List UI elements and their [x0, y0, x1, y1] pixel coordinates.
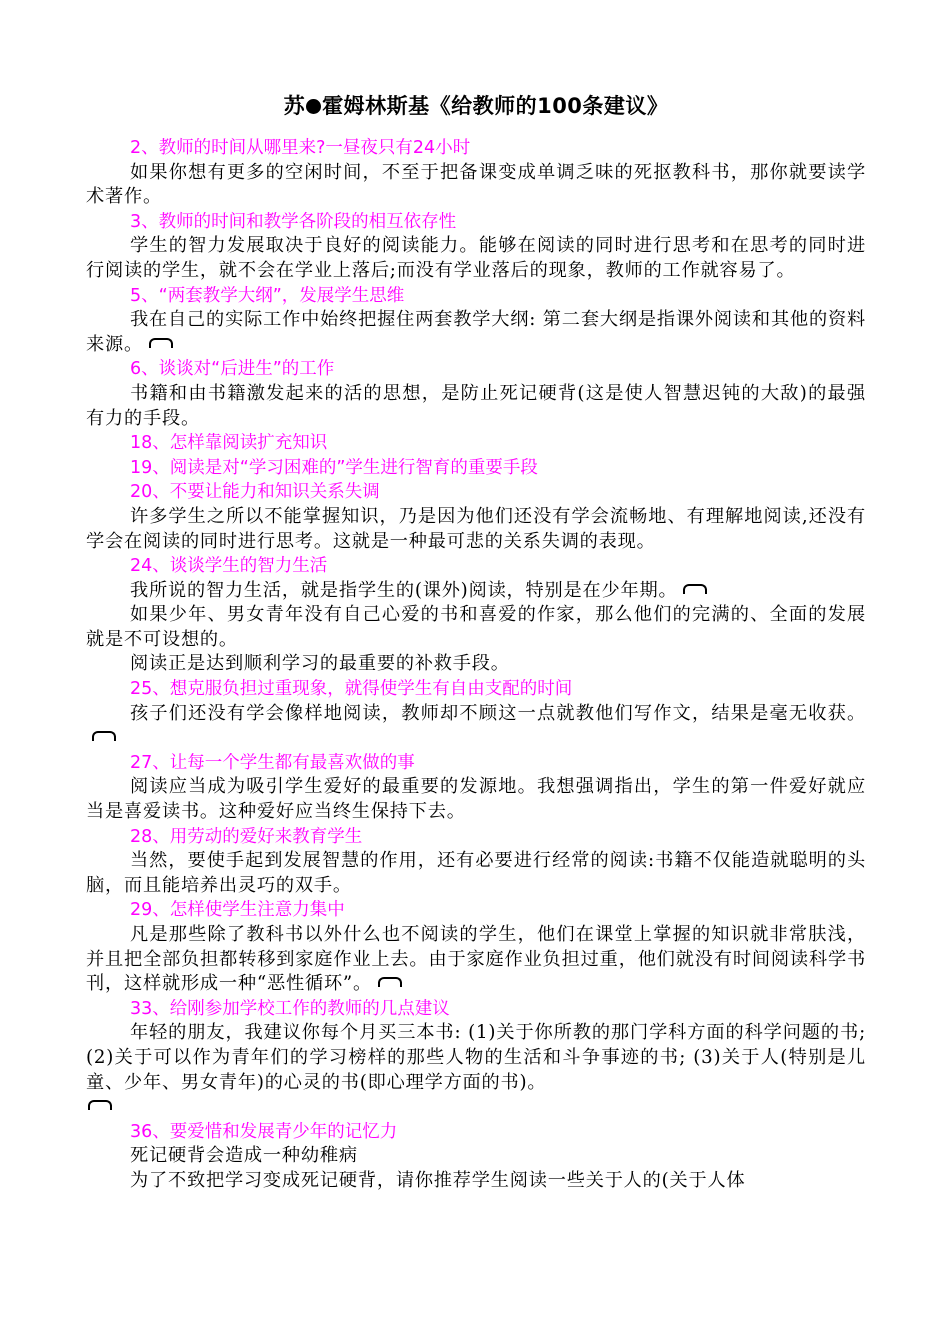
section-paragraph: [86, 308, 866, 357]
section-paragraph: 学生的智力发展取决于良好的阅读能力。能够在阅读的同时进行思考和在思考的同时进行阅读的学生，就不会在学业上落后;而没有学业落后的现象，教师的工作就容易了。: [86, 235, 866, 281]
document-title: [86, 88, 866, 124]
title-prefix: 苏: [283, 94, 306, 118]
section-heading: 25、想克服负担过重现象，就得使学生有自由支配的时间: [130, 679, 573, 700]
bullet-dot-icon: [306, 99, 321, 114]
section-heading: 24、谈谈学生的智力生活: [130, 556, 328, 577]
bracket-mark-icon: [683, 584, 707, 594]
section-paragraph: 如果少年、男女青年没有自己心爱的书和喜爱的作家，那么他们的完满的、全面的发展就是不可设想的。: [86, 604, 866, 650]
section-heading: 2、教师的时间从哪里来?一昼夜只有24小时: [130, 138, 471, 158]
paragraph-text: 孩子们还没有学会像样地阅读，教师却不顾这一点就教他们写作文，结果是毫无收获。: [130, 702, 866, 724]
section-heading: 20、不要让能力和知识关系失调: [130, 482, 380, 503]
document-page: [86, 88, 866, 1194]
bracket-mark-icon: [88, 1100, 112, 1110]
paragraph-text: 我所说的智力生活，就是指学生的(课外)阅读，特别是在少年期。: [130, 579, 678, 601]
section-heading: 5、“两套教学大纲”，发展学生思维: [130, 285, 405, 306]
section-paragraph: [86, 923, 866, 997]
section-paragraph: 年轻的朋友，我建议你每个月买三本书: (1)关于你所教的那门学科方面的科学问题的书; (2)关于可以作为青年们的学习榜样的那些人物的生活和斗争事迹的书; (3)关于人(特别是儿童、少年、男女青年)的心灵的书(即心理学方面的书)。: [86, 1022, 866, 1093]
section-heading: 29、怎样使学生注意力集中: [130, 900, 345, 921]
title-main: 霍姆林斯基《给教师的100条建议》: [322, 94, 669, 118]
section-heading: 3、教师的时间和教学各阶段的相互依存性: [130, 211, 457, 232]
section-heading: 33、给刚参加学校工作的教师的几点建议: [130, 998, 450, 1019]
section-paragraph: 阅读正是达到顺利学习的最重要的补救手段。: [130, 653, 510, 675]
section-heading: 36、要爱惜和发展青少年的记忆力: [130, 1121, 398, 1142]
section-paragraph: 为了不致把学习变成死记硬背，请你推荐学生阅读一些关于人的(关于人体: [130, 1169, 746, 1191]
paragraph-text: 我在自己的实际工作中始终把握住两套教学大纲: 第二套大纲是指课外阅读和其他的资料来源。: [86, 309, 866, 355]
section-paragraph: 当然，要使手起到发展智慧的作用，还有必要进行经常的阅读:书籍不仅能造就聪明的头脑，而且能培养出灵巧的双手。: [86, 850, 866, 896]
paragraph-text: 凡是那些除了教科书以外什么也不阅读的学生，他们在课堂上掌握的知识就非常肤浅，并且把全部负担都转移到家庭作业上去。由于家庭作业负担过重，他们就没有时间阅读科学书刊，这样就形成一种“恶性循环”。: [86, 924, 866, 995]
section-heading: 27、让每一个学生都有最喜欢做的事: [130, 752, 415, 773]
bracket-mark-icon: [92, 731, 116, 741]
section-heading: 19、阅读是对“学习困难的”学生进行智育的重要手段: [130, 457, 538, 478]
section-paragraph: 书籍和由书籍激发起来的活的思想，是防止死记硬背(这是使人智慧迟钝的大敌)的最强有力的手段。: [86, 382, 866, 429]
section-heading: 18、怎样靠阅读扩充知识: [130, 433, 328, 454]
section-paragraph: 死记硬背会造成一种幼稚病: [130, 1145, 358, 1167]
section-paragraph: [86, 579, 866, 604]
bracket-mark-icon: [378, 977, 402, 987]
section-paragraph: [86, 702, 866, 751]
section-heading: 6、谈谈对“后进生”的工作: [130, 359, 335, 380]
bracket-mark-line: [86, 1095, 866, 1120]
section-heading: 28、用劳动的爱好来教育学生: [130, 826, 363, 847]
bracket-mark-icon: [149, 338, 173, 348]
section-paragraph: 如果你想有更多的空闲时间，不至于把备课变成单调乏味的死抠教科书，那你就要读学术著作。: [86, 161, 866, 208]
section-paragraph: 许多学生之所以不能掌握知识，乃是因为他们还没有学会流畅地、有理解地阅读,还没有学会在阅读的同时进行思考。这就是一种最可悲的关系失调的表现。: [86, 505, 866, 552]
section-paragraph: 阅读应当成为吸引学生爱好的最重要的发源地。我想强调指出，学生的第一件爱好就应当是喜爱读书。这种爱好应当终生保持下去。: [86, 776, 866, 823]
